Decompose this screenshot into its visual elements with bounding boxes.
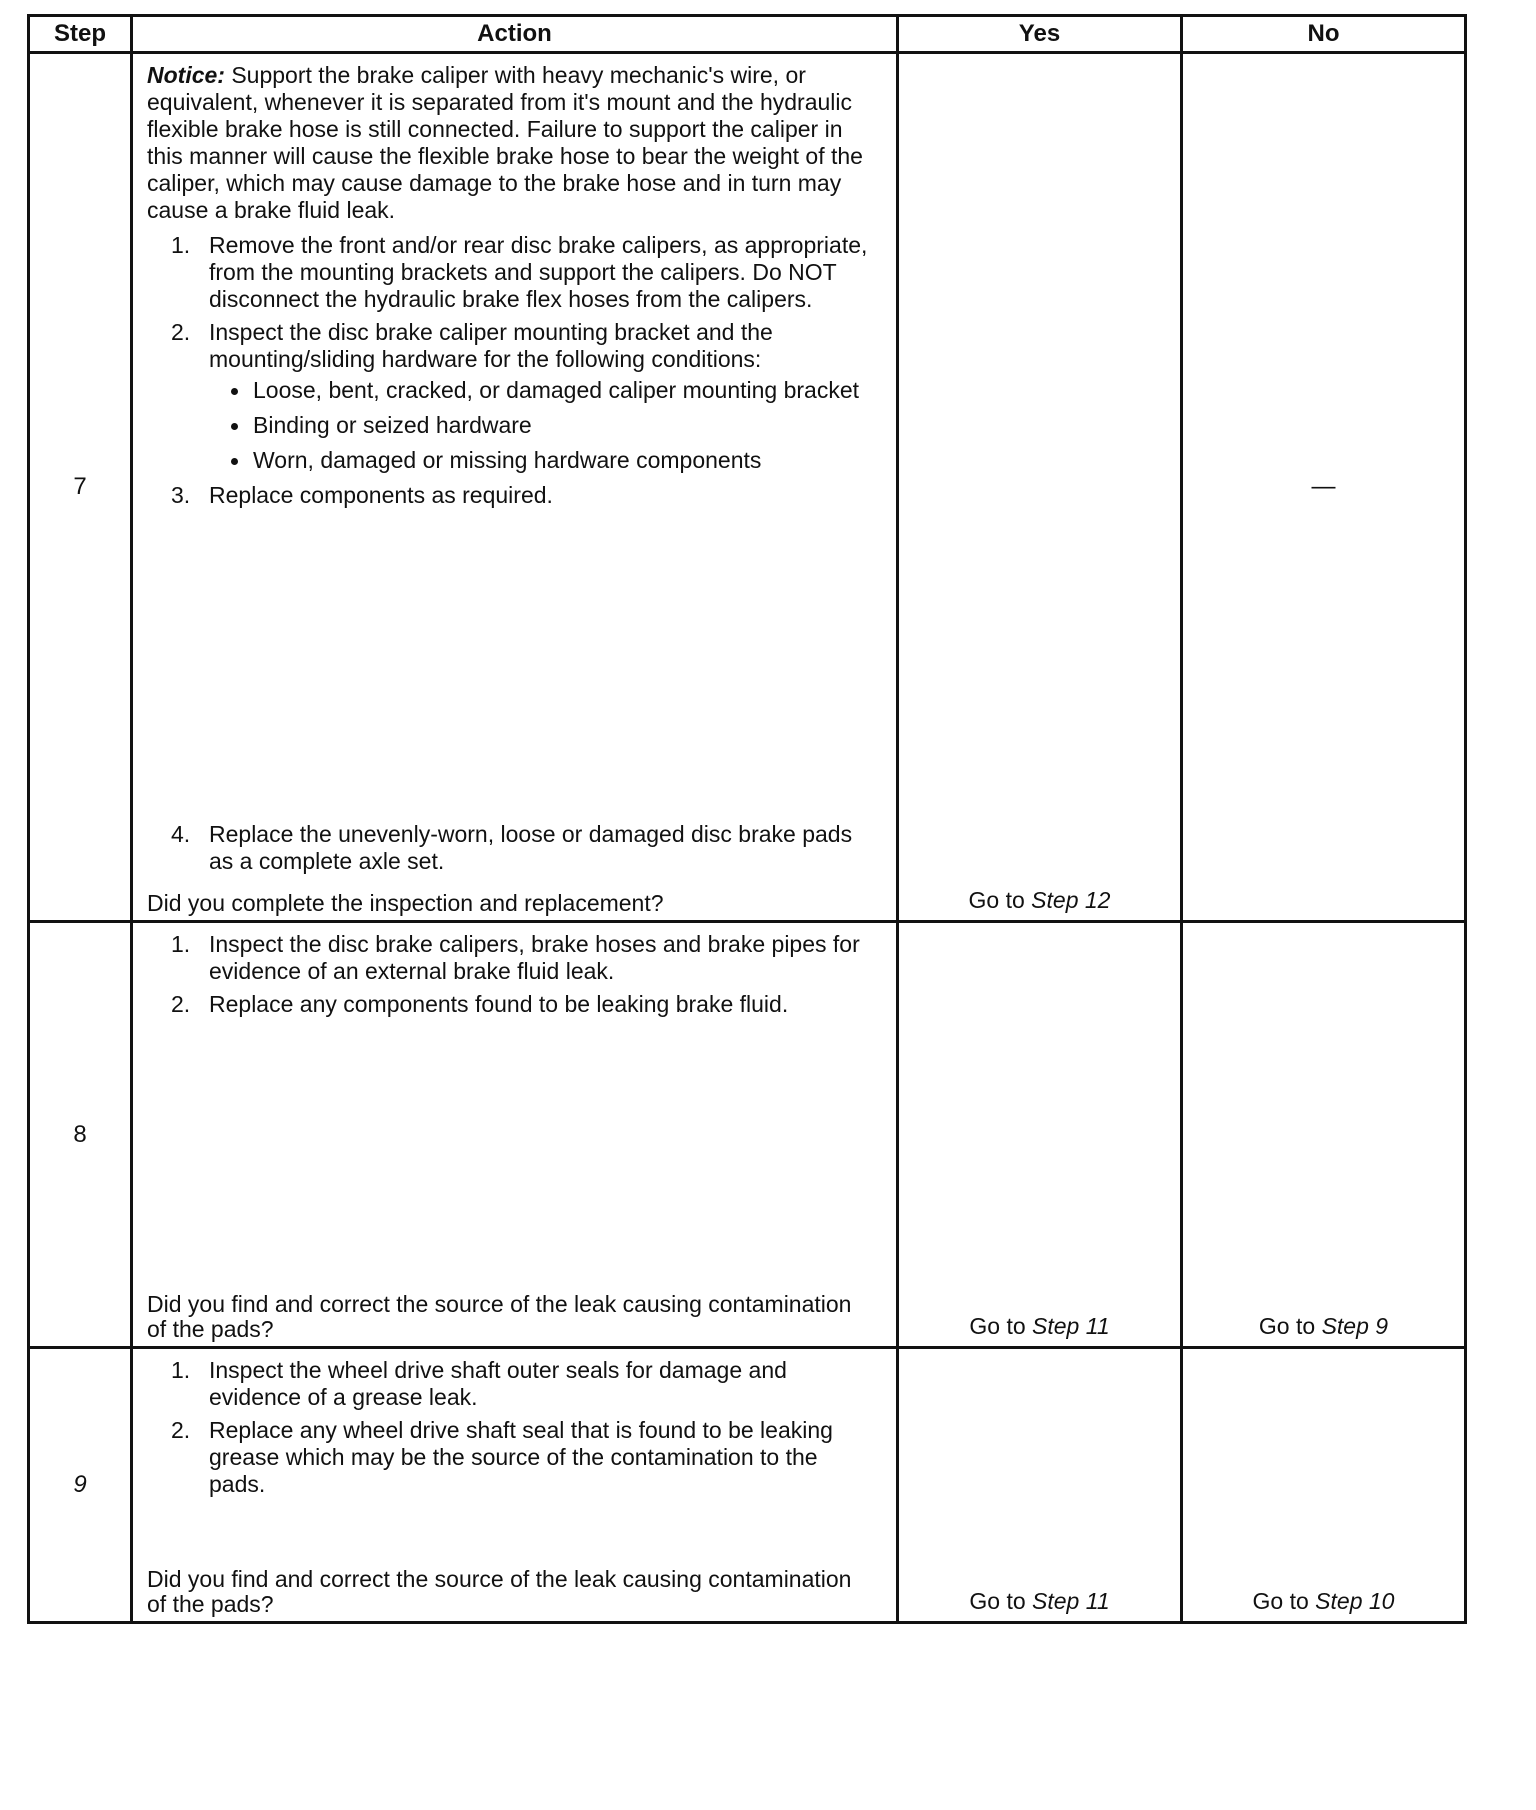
- header-yes: Yes: [898, 16, 1182, 53]
- no-cell: [1182, 1348, 1466, 1623]
- step-number: 9: [29, 1348, 132, 1623]
- list-item: [147, 1417, 872, 1498]
- no-answer[interactable]: [1183, 1313, 1464, 1340]
- bullet-text: Worn, damaged or missing hardware components: [253, 447, 762, 473]
- go-to-label: Go to: [968, 887, 1025, 913]
- yes-cell: [898, 922, 1182, 1348]
- item-text: Remove the front and/or rear disc brake calipers, as appropriate, from the mounting brackets and support the calipers. Do NOT disconnect the hydraulic brake flex hoses from the calipers.: [209, 232, 868, 312]
- action-cell: [132, 922, 898, 1348]
- no-cell: [1182, 53, 1466, 922]
- item-text: Replace any wheel drive shaft seal that is found to be leaking grease which may be the source of the contamination to the pads.: [209, 1417, 833, 1497]
- header-action: Action: [132, 16, 898, 53]
- bullet-icon: [231, 423, 238, 430]
- item-text: Replace the unevenly-worn, loose or damaged disc brake pads as a complete axle set.: [209, 821, 853, 874]
- item-text: Replace components as required.: [209, 482, 553, 508]
- bullet-icon: [231, 458, 238, 465]
- no-answer: —: [1311, 473, 1336, 500]
- go-to-label: Go to: [969, 1313, 1026, 1339]
- step-link[interactable]: Step 11: [1032, 1588, 1110, 1614]
- table-row-step-9: [29, 1348, 1466, 1623]
- yes-answer[interactable]: [899, 1313, 1180, 1340]
- notice-label: Notice:: [147, 62, 225, 88]
- no-cell: [1182, 922, 1466, 1348]
- list-item: [147, 232, 872, 313]
- question-text: Did you find and correct the source of the leak causing contamination of the pads?: [147, 1566, 852, 1617]
- item-number: 2.: [171, 1417, 191, 1443]
- condition-list: [209, 377, 872, 474]
- step-link[interactable]: Step 10: [1315, 1588, 1395, 1614]
- bullet-item: [209, 412, 872, 439]
- notice-paragraph: [147, 62, 872, 224]
- action-list: [147, 232, 872, 875]
- item-number: 3.: [171, 482, 191, 508]
- item-number: 2.: [171, 319, 191, 345]
- item-number: 1.: [171, 931, 191, 957]
- bullet-text: Binding or seized hardware: [253, 412, 532, 438]
- table-row-step-7: [29, 53, 1466, 922]
- list-item: [147, 1357, 872, 1411]
- go-to-label: Go to: [969, 1588, 1026, 1614]
- item-number: 1.: [171, 232, 191, 258]
- list-item: [147, 319, 872, 474]
- notice-text: Support the brake caliper with heavy mechanic's wire, or equivalent, whenever it is separated from it's mount and the hydraulic flexible brake hose is still connected. Failure to support the caliper in this manner will cause the flexible brake hose to bear the weight of the caliper, which may cause damage to the brake hose and in turn may cause a brake fluid leak.: [147, 62, 863, 223]
- list-item: [147, 482, 872, 509]
- list-item: [147, 991, 872, 1018]
- bullet-item: [209, 377, 872, 404]
- item-number: 1.: [171, 1357, 191, 1383]
- diagnostic-table: [27, 14, 1467, 1624]
- question-text: Did you find and correct the source of the leak causing contamination of the pads?: [147, 1291, 852, 1342]
- bullet-text: Loose, bent, cracked, or damaged caliper mounting bracket: [253, 377, 860, 403]
- header-step: Step: [29, 16, 132, 53]
- go-to-label: Go to: [1252, 1588, 1309, 1614]
- step-link[interactable]: Step 9: [1321, 1313, 1389, 1339]
- step-link[interactable]: Step 12: [1031, 887, 1111, 913]
- no-answer[interactable]: [1183, 1588, 1464, 1615]
- go-to-label: Go to: [1258, 1313, 1316, 1339]
- question-text: Did you complete the inspection and replacement?: [147, 890, 664, 916]
- spacer: [147, 515, 872, 815]
- item-text: Inspect the disc brake caliper mounting bracket and the mounting/sliding hardware for the following conditions:: [209, 319, 773, 372]
- table-row-step-8: [29, 922, 1466, 1348]
- item-number: 4.: [171, 821, 191, 847]
- action-cell: [132, 53, 898, 922]
- yes-cell: [898, 1348, 1182, 1623]
- item-text: Replace any components found to be leaking brake fluid.: [209, 991, 789, 1017]
- list-item: [147, 821, 872, 875]
- step-number: 8: [29, 922, 132, 1348]
- bullet-icon: [231, 388, 238, 395]
- action-list: [147, 1357, 872, 1498]
- yes-answer[interactable]: [899, 887, 1180, 914]
- bullet-item: [209, 447, 872, 474]
- action-list: [147, 931, 872, 1018]
- item-number: 2.: [171, 991, 191, 1017]
- yes-answer[interactable]: [899, 1588, 1180, 1615]
- item-text: Inspect the disc brake calipers, brake hoses and brake pipes for evidence of an external brake fluid leak.: [209, 931, 860, 984]
- list-item: [147, 931, 872, 985]
- step-number: 7: [29, 53, 132, 922]
- action-cell: [132, 1348, 898, 1623]
- table-header-row: [29, 16, 1466, 53]
- item-text: Inspect the wheel drive shaft outer seals for damage and evidence of a grease leak.: [209, 1357, 787, 1410]
- step-link[interactable]: Step 11: [1032, 1313, 1110, 1339]
- header-no: No: [1182, 16, 1466, 53]
- yes-cell: [898, 53, 1182, 922]
